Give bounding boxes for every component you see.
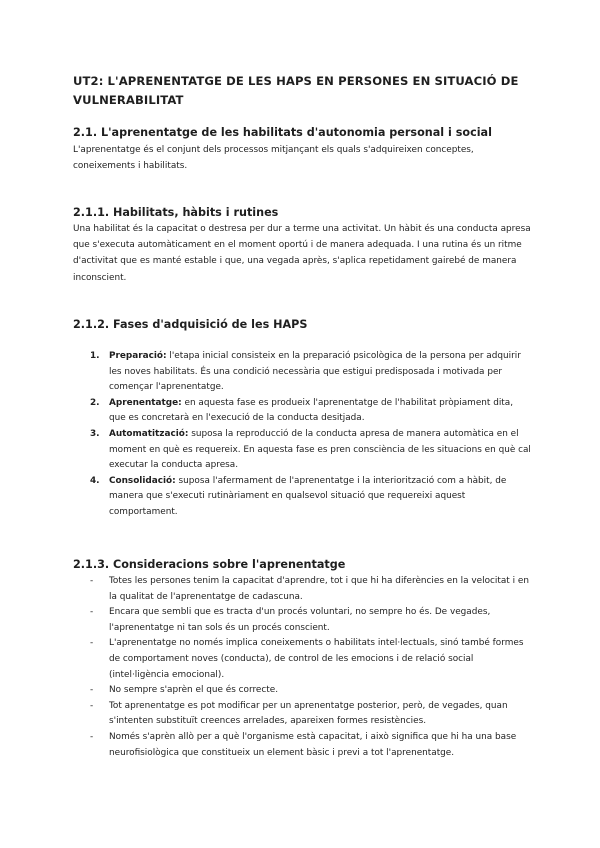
phase-text: en aquesta fase es produeix l'aprenentatge de l'habilitat pròpiament dita, que es concretarà en l'execució de la conducta desitjada. [109,397,514,424]
section-2-1-1-text: Una habilitat és la capacitat o destresa per dur a terme una activitat. Un hàbit és una conducta apresa que s'executa automàticament en el moment oportú i de manera adequada. I una rutina és un ritme d'activitat que es manté estable i que, una vegada après, s'aplica repetidament gairebé de manera inconscient. [73,224,531,283]
consideration-item [73,683,531,699]
phase-item [73,349,531,396]
phase-item [73,474,531,521]
consideration-text: Només s'aprèn allò per a què l'organisme està capacitat, i això significa que hi ha una base neurofisiològica que constitueix un element bàsic i previ a tot l'aprenentatge. [109,731,517,758]
phase-item [73,427,531,474]
bullet-dash: - [90,731,94,742]
consideration-item [73,605,531,636]
bullet-dash: - [90,700,94,711]
consideration-item [73,636,531,683]
phase-term: Aprenentatge: [109,397,182,408]
phase-item [73,396,531,427]
phase-number: 4. [90,475,100,486]
consideration-item [73,699,531,730]
consideration-text: Totes les persones tenim la capacitat d'aprendre, tot i que hi ha diferències en la velocitat i en la qualitat de l'aprenentatge de cadascuna. [109,576,529,602]
section-2-1-1-heading: 2.1.1. Habilitats, hàbits i rutines [73,206,279,219]
section-2-1-text: L'aprenentatge és el conjunt dels processos mitjançant els quals s'adquireixen conceptes, coneixements i habilitats. [73,145,474,172]
bullet-dash: - [90,685,94,696]
section-2-1-2-heading: 2.1.2. Fases d'adquisició de les HAPS [73,318,308,331]
consideration-text: L'aprenentatge no només implica coneixements o habilitats intel·lectuals, sinó també formes de comportament noves (conducta), de control de les emocions i de relació social (intel·ligència emocional). [109,638,524,680]
page-title: UT2: L'APRENENTATGE DE LES HAPS EN PERSONES EN SITUACIÓ DE VULNERABILITAT [73,74,519,107]
phase-number: 1. [90,351,100,361]
consideration-item [73,730,531,761]
bullet-dash: - [90,607,94,618]
phase-term: Consolidació: [109,475,176,486]
section-2-1-heading: 2.1. L'aprenentatge de les habilitats d'autonomia personal i social [73,126,492,139]
bullet-dash: - [90,576,94,586]
phases-list [73,349,531,521]
phase-term: Automatització: [109,428,189,439]
consideration-text: Encara que sembli que es tracta d'un procés voluntari, no sempre ho és. De vegades, l'aprenentatge ni tan sols és un procés conscient. [109,607,491,633]
consideration-text: No sempre s'aprèn el que és correcte. [109,685,279,696]
phase-text: suposa l'afermament de l'aprenentatge i la interiorització com a hàbit, de manera que s'executi rutinàriament en qualsevol situació que requereixi aquest comportament. [109,475,507,517]
phase-number: 2. [90,397,100,408]
section-2-1-3-heading: 2.1.3. Consideracions sobre l'aprenentatge [73,558,346,571]
phase-text: l'etapa inicial consisteix en la preparació psicològica de la persona per adquirir les noves habilitats. És una condició necessària que estigui predisposada i motivada per començar l'aprenentatge. [109,351,521,393]
consideration-item [73,574,531,605]
consideration-text: Tot aprenentatge es pot modificar per un aprenentatge posterior, però, de vegades, quan s'intenten substituït creences arrelades, apareixen formes resistències. [109,700,508,727]
considerations-list [73,574,531,761]
bullet-dash: - [90,638,94,649]
phase-text: suposa la reproducció de la conducta apresa de manera automàtica en el moment en què es requereix. En aquesta fase es pren consciència de les situacions en què cal executar la conducta apresa. [109,428,531,471]
phase-number: 3. [90,428,100,439]
phase-term: Preparació: [109,351,167,361]
